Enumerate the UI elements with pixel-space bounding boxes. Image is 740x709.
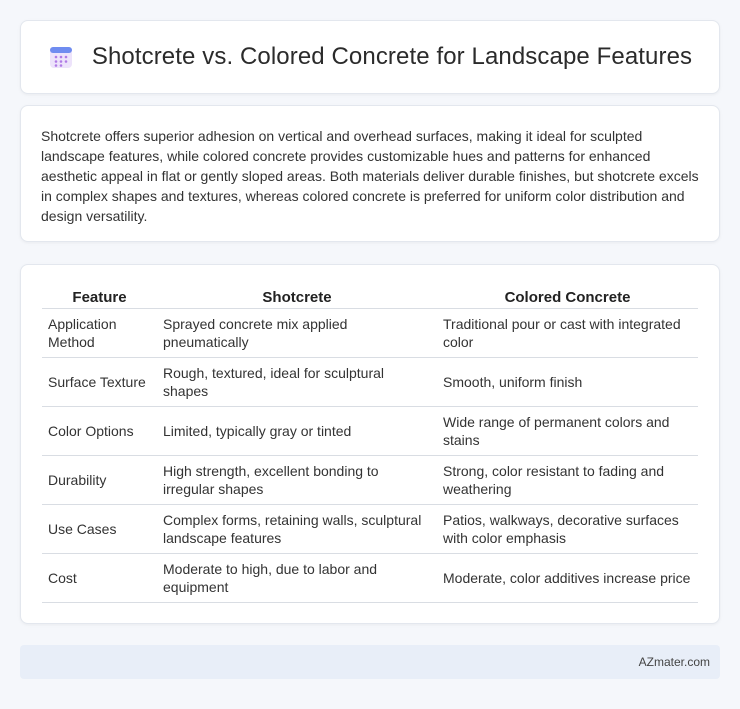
cell-feature: Durability bbox=[42, 456, 157, 505]
summary-text: Shotcrete offers superior adhesion on vertical and overhead surfaces, making it ideal for sculpted landscape features, while colored concrete provides customizable hues and patterns for enhanced aesthetic appeal in flat or gently sloped areas. Both materials deliver durable finishes, but shotcrete excels in complex shapes and textures, whereas colored concrete is preferred for uniform color distribution and design versatility. bbox=[41, 128, 699, 224]
table-row bbox=[42, 407, 698, 456]
table-header-row bbox=[42, 285, 698, 309]
cell-colored-concrete: Patios, walkways, decorative surfaces with color emphasis bbox=[437, 505, 698, 554]
table-row bbox=[42, 505, 698, 554]
cell-feature: Application Method bbox=[42, 309, 157, 358]
summary-card bbox=[20, 105, 720, 242]
cell-colored-concrete: Strong, color resistant to fading and weathering bbox=[437, 456, 698, 505]
table-row bbox=[42, 456, 698, 505]
cell-feature: Color Options bbox=[42, 407, 157, 456]
cell-shotcrete: Complex forms, retaining walls, sculptural landscape features bbox=[157, 505, 437, 554]
header-feature: Feature bbox=[42, 285, 157, 309]
cell-colored-concrete: Moderate, color additives increase price bbox=[437, 554, 698, 603]
cell-shotcrete: Sprayed concrete mix applied pneumatically bbox=[157, 309, 437, 358]
cell-feature: Surface Texture bbox=[42, 358, 157, 407]
cell-feature: Cost bbox=[42, 554, 157, 603]
table-row bbox=[42, 309, 698, 358]
footer-brand[interactable]: AZmater.com bbox=[638, 655, 710, 669]
comparison-table-card bbox=[20, 264, 720, 624]
title-card bbox=[20, 20, 720, 94]
cell-feature: Use Cases bbox=[42, 505, 157, 554]
table-row bbox=[42, 358, 698, 407]
cell-shotcrete: Moderate to high, due to labor and equipment bbox=[157, 554, 437, 603]
cell-shotcrete: Limited, typically gray or tinted bbox=[157, 407, 437, 456]
page-title: Shotcrete vs. Colored Concrete for Landscape Features bbox=[91, 43, 693, 70]
calendar-icon bbox=[48, 44, 74, 70]
cell-colored-concrete: Wide range of permanent colors and stains bbox=[437, 407, 698, 456]
header-colored-concrete: Colored Concrete bbox=[437, 285, 698, 309]
footer bbox=[20, 645, 720, 679]
header-shotcrete: Shotcrete bbox=[157, 285, 437, 309]
cell-shotcrete: High strength, excellent bonding to irregular shapes bbox=[157, 456, 437, 505]
comparison-table bbox=[42, 285, 698, 603]
cell-colored-concrete: Smooth, uniform finish bbox=[437, 358, 698, 407]
cell-shotcrete: Rough, textured, ideal for sculptural shapes bbox=[157, 358, 437, 407]
title-row bbox=[21, 21, 719, 93]
table-row bbox=[42, 554, 698, 603]
cell-colored-concrete: Traditional pour or cast with integrated color bbox=[437, 309, 698, 358]
